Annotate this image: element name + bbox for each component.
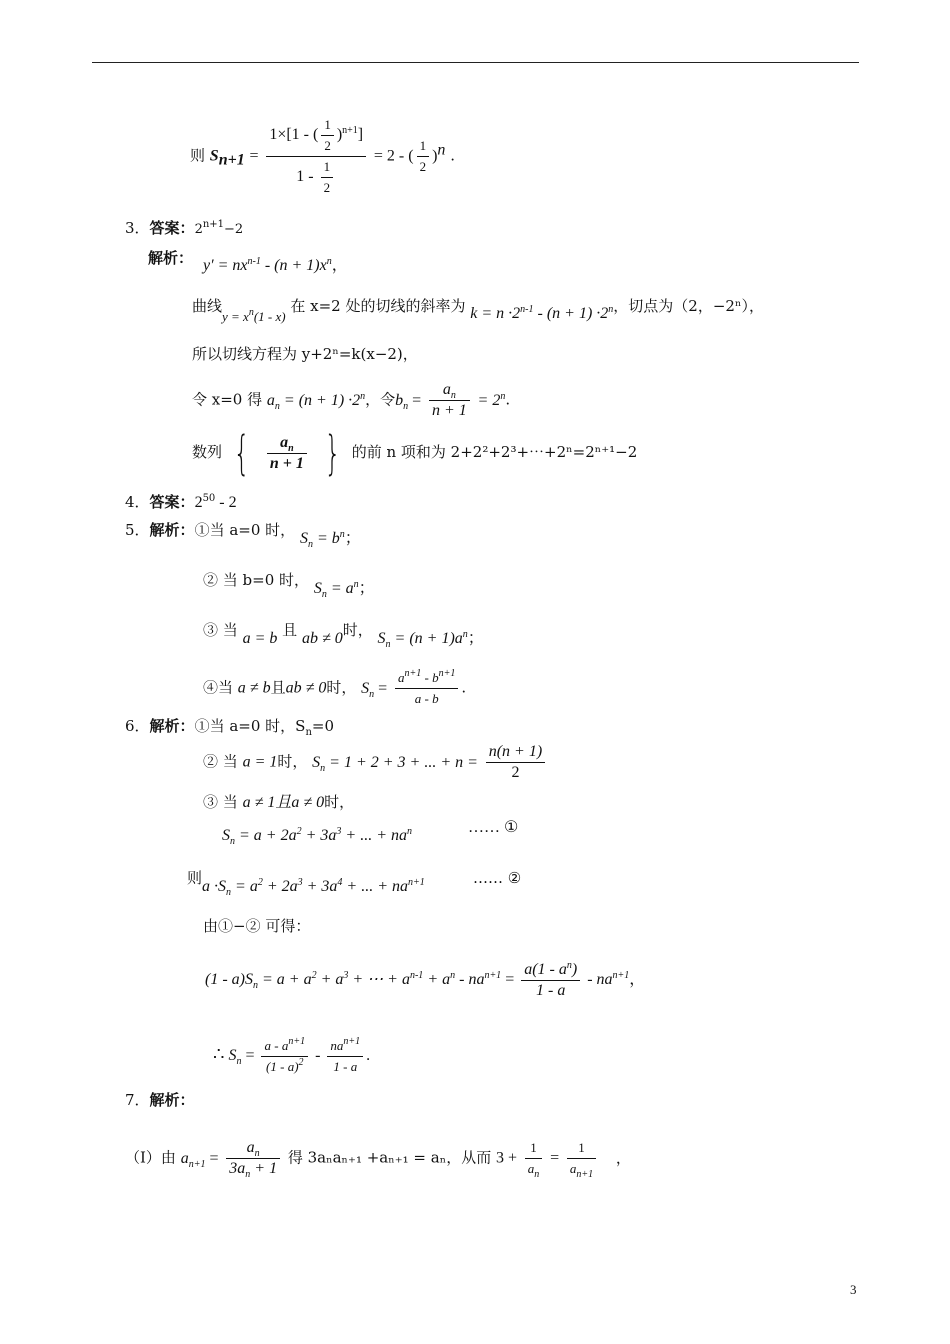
q5-analysis-label: 解析： — [149, 521, 195, 539]
q6-analysis-label: 解析： — [149, 717, 195, 735]
q3-answer-line — [125, 218, 243, 240]
q6-diff-text: 由①−② 可得： — [203, 917, 311, 935]
q3-k-sup2: n — [608, 304, 614, 315]
q6-c1-sub: n — [305, 727, 312, 738]
q7-num-sub: n — [254, 1148, 260, 1159]
q7-den: 3a — [229, 1160, 246, 1177]
q2-sum-formula: 则 $S_{n+1}$ = 1×[1 - ( $\frac{1}{2}$ )$^{n+1}$] 1 - $\frac{1}{2}$ = 2 - ( $\frac{1}{2}$ )$^n$ . — [190, 115, 455, 198]
q2-half-den: 2 — [324, 138, 331, 153]
q6-eq4-fraction2 — [327, 1036, 363, 1077]
q6-eq1-m1: + 3a — [301, 827, 337, 844]
q5-c1-text: ①当 a=0 时， — [194, 521, 296, 539]
q7-num: a — [246, 1139, 255, 1156]
right-brace-icon: } — [324, 426, 341, 480]
q3-seq-post: 的前 n 项和为 2+2²+2³+⋯+2ⁿ=2ⁿ⁺¹−2 — [351, 443, 638, 461]
q3-answer-tail: −2 — [224, 222, 244, 237]
q6-c2-fraction — [486, 742, 545, 783]
q5-c1-S: S — [299, 530, 308, 547]
q7-analysis-label: 解析： — [149, 1091, 195, 1109]
q3-an: a — [266, 391, 275, 409]
q3-seq-den: n + 1 — [269, 454, 304, 472]
q3-curve-pre: 曲线 — [192, 297, 223, 315]
q3-curve-eq-tail: (1 - x) — [253, 309, 286, 324]
q5-c4-text: ④当 — [203, 678, 234, 697]
q2-num-pow: n+1 — [342, 125, 358, 137]
q3-deriv: y′ = nx — [203, 257, 248, 274]
q3-bn-num-sub: n — [450, 390, 456, 401]
q6-eq1-s1: 2 — [296, 826, 302, 837]
q5-c4-fraction — [395, 668, 458, 709]
q2-frac-den — [266, 157, 366, 198]
q6-eq4-end: . — [366, 1047, 371, 1065]
q2-den-pre: 1 - — [296, 168, 318, 186]
q3-k-eq: k = n ·2 — [470, 305, 521, 322]
q7-part1 — [125, 1138, 631, 1179]
q6-case3 — [203, 792, 354, 813]
q3-analysis-line — [148, 248, 193, 268]
q7-fraction2 — [525, 1138, 543, 1179]
q5-c4-num: a — [397, 670, 405, 685]
q7-label: 7． — [125, 1091, 150, 1109]
q3-curve-sup: n — [248, 307, 254, 318]
q2-half-inner — [321, 115, 334, 156]
q2-half-num: 1 — [321, 115, 334, 136]
q6-eq4-num-sup: n+1 — [288, 1036, 306, 1047]
q6-eq3-m4: - na — [455, 971, 485, 989]
q6-c2-num: n(n + 1) — [486, 742, 545, 763]
q3-seq-pre: 数列 — [192, 443, 223, 461]
q6-c2-den: 2 — [511, 764, 520, 781]
therefore-icon: ∴ — [213, 1044, 225, 1065]
q2-fraction — [266, 115, 366, 198]
q5-c4-num-sup2: n+1 — [438, 668, 456, 679]
q7-three: 3 + — [495, 1149, 518, 1167]
q6-eq4-num2: na — [330, 1038, 344, 1053]
q6-eq3-fraction — [521, 960, 580, 1001]
q6-c1-text: ①当 a=0 时，S — [194, 717, 306, 735]
q2-rhs-half — [417, 136, 430, 177]
q7-a-sub: n+1 — [188, 1158, 206, 1170]
q2-S: S — [209, 147, 219, 165]
q3-bn-num: a — [442, 381, 451, 398]
q6-eq2: 则$a \cdot S_n = a^2 + 2a^3 + 3a^4$ + ... + $na^{n+1}$ …… ② — [187, 869, 522, 898]
q4-answer-sup: 50 — [202, 493, 216, 504]
q4-answer-label: 答案： — [149, 493, 195, 511]
q6-eq2-s3: 4 — [337, 877, 343, 888]
q6-eq2-s1: 2 — [257, 877, 263, 888]
q5-c4-cond2: ab ≠ 0 — [285, 679, 327, 697]
q2-num-close: ] — [357, 126, 364, 144]
q6-eq2-m2: + 3a — [302, 878, 338, 895]
q2-end: . — [450, 146, 455, 165]
q5-c4-num-mid: - b — [421, 670, 439, 685]
q5-case2: ② 当 b=0 时， $S_n = a^n$； — [203, 571, 375, 600]
q6-eq3-m2: + ⋯ + a — [348, 971, 410, 989]
q6-eq2-rhs: = a — [231, 878, 258, 895]
q5-c1-end: ； — [344, 530, 361, 547]
q6-eq4: ∴ $S_n$ = $\frac{a - a^{n+1}}{(1 - a)^2}$ - $\frac{na^{n+1}}{1 - a}$ . — [213, 1036, 370, 1077]
q5-c4-cond1: a ≠ b — [237, 679, 271, 697]
q2-frac-num: 1×[1 - ( $\frac{1}{2}$ )$^{n+1}$] — [266, 115, 366, 157]
q6-case2: ② 当 a = 1时， $S_n = 1 + 2 + 3$ + ... + n = $\frac{n(n + 1)}{2}$ — [203, 742, 548, 783]
q6-eq3-s1: 2 — [311, 970, 317, 982]
q5-c3-eq: = (n + 1)a — [390, 630, 463, 647]
q3-seq-line — [192, 426, 638, 480]
q7-den-tail: + 1 — [250, 1160, 278, 1177]
q6-c2-when: 时， — [277, 752, 308, 771]
q6-c3-text: ③ 当 — [203, 793, 238, 811]
q7-a: a — [180, 1149, 189, 1167]
q3-answer: 2 — [194, 222, 203, 237]
q5-c1-sup: n — [339, 529, 345, 540]
q4-label: 4． — [125, 493, 150, 511]
q3-deriv-end: ， — [331, 257, 348, 274]
q6-c2-cond: a = 1 — [242, 753, 278, 771]
q6-eq1: $S_n = a + 2a^2 + 3a^3$ + ... + $na^n$ …… ① — [222, 819, 519, 847]
q3-bn-fraction — [429, 380, 470, 421]
q2-rhs: = 2 - ( — [373, 147, 414, 165]
q7-fraction3 — [567, 1138, 596, 1179]
q6-eq2-s2: 3 — [297, 877, 303, 888]
q6-eq2-m1: + 2a — [262, 878, 298, 895]
q3-curve-eq-text: y = x — [222, 309, 249, 324]
q5-c1-eq: = b — [312, 530, 340, 547]
q5-c3-cond2: ab ≠ 0 — [301, 630, 343, 647]
q6-eq4-S: S — [228, 1047, 237, 1065]
q6-eq3-m3: + a — [423, 971, 451, 989]
q6-eq4-den-sup: 2 — [298, 1057, 304, 1068]
q3-bn-den: n + 1 — [431, 402, 467, 419]
q2-rhs-half-num: 1 — [417, 136, 430, 157]
q5-c4-num-sup1: n+1 — [404, 668, 422, 679]
q6-eq3-s3: n-1 — [409, 970, 424, 982]
q3-bn-sup: n — [500, 390, 506, 402]
q2-rhs-half-den: 2 — [419, 159, 427, 174]
q7-header — [125, 1090, 195, 1110]
q6-eq1-m2: + ... + na — [341, 827, 407, 844]
q3-tangent-point: ，切点为（2，−2ⁿ）， — [613, 297, 764, 315]
q2-S-sub: n+1 — [218, 151, 245, 169]
q6-eq3-rhs: = a + a — [257, 971, 312, 989]
q6-c3-cond: a ≠ 1且a ≠ 0 — [242, 794, 325, 811]
q6-eq3-lhs: (1 - a)S — [205, 971, 253, 989]
q2-den-half — [321, 157, 334, 198]
q2-rhs-pow: n — [437, 141, 446, 159]
q3-let-mid: ，令 — [365, 390, 396, 409]
q5-c4-and: 且 — [270, 678, 286, 697]
q3-seq-fraction — [267, 433, 307, 474]
q3-bn-eq: = — [412, 391, 422, 409]
q7-f1-num: 1 — [525, 1138, 543, 1159]
q6-eq2-lhs: a ·S — [202, 878, 227, 895]
q5-case4: ④当 a ≠ b且ab ≠ 0时， $S_n$ = $\frac{a^{n+1} - b^{n+1}}{a - b}$ . — [203, 668, 466, 709]
q5-c4-when: 时， — [326, 678, 357, 697]
q5-c3-text: ③ 当 — [203, 621, 238, 639]
q7-eq2: = — [550, 1149, 560, 1167]
q5-c4-eq: = — [378, 679, 388, 697]
q3-an-sub: n — [274, 400, 280, 412]
q4-answer-line — [125, 492, 237, 513]
q6-eq4-num2-sup: n+1 — [343, 1036, 361, 1047]
q6-eq3-den: 1 - a — [536, 982, 566, 999]
q5-c3-sup: n — [462, 629, 468, 640]
q3-derivative — [203, 256, 348, 276]
q6-eq3-end: ， — [629, 971, 646, 989]
q7-den-sub: n — [245, 1169, 251, 1180]
q6-eq3-s5: n+1 — [484, 970, 502, 982]
q3-curve-eq — [222, 309, 286, 324]
q5-c3-and: 且 — [282, 621, 298, 639]
q6-eq1-rhs: = a + 2a — [235, 827, 297, 844]
q5-c2-sup: n — [353, 579, 359, 590]
q3-an-sup: n — [360, 390, 366, 402]
q6-c2-S: S — [312, 753, 321, 771]
q3-let-line — [192, 380, 510, 421]
q6-diff — [203, 916, 310, 936]
q5-label: 5． — [125, 521, 150, 539]
q7-f1-den: a — [527, 1161, 535, 1176]
q5-c2-S: S — [313, 580, 322, 597]
q2-eq1: = — [249, 147, 259, 165]
q4-answer-tail: - 2 — [215, 494, 237, 511]
q7-end: ， — [615, 1148, 631, 1167]
q3-bn-sub: n — [403, 400, 409, 412]
q3-answer-sup: n+1 — [202, 219, 225, 230]
q7-de: 得 3aₙaₙ₊₁ +aₙ₊₁ = aₙ，从而 — [287, 1148, 492, 1167]
q2-den-half-num: 1 — [321, 157, 334, 178]
q6-c2-eq: = 1 + 2 + 3 + ... + n = — [325, 753, 478, 771]
q6-eq2-tag: …… ② — [473, 869, 522, 887]
q6-case1 — [125, 716, 334, 736]
q3-let-pre: 令 x=0 得 — [192, 390, 263, 409]
header-rule — [92, 62, 859, 63]
q7-f2-den-sub: n+1 — [576, 1169, 594, 1180]
q3-seq-num-sub: n — [288, 442, 294, 454]
q3-curve-line — [192, 296, 764, 324]
q6-eq3-eq: = — [501, 971, 515, 989]
q6-eq3-num-close: ) — [571, 961, 578, 978]
q3-bn-end: . — [505, 390, 511, 409]
q3-deriv-sup2: n — [326, 256, 332, 267]
q6-c2-text: ② 当 — [203, 752, 238, 771]
q3-bn-rhs: = 2 — [477, 391, 501, 409]
q3-line-eq — [192, 344, 418, 364]
q3-seq-num: a — [280, 433, 289, 451]
q3-deriv-mid: - (n + 1)x — [260, 257, 327, 274]
q6-eq3: $(1 - a)S_n = a + a^2 + a^3$ + ⋯ + $a^{n-1} + a^n - na^{n+1}$ = $\frac{a(1 - a^n)}{1 - a}$ - $na^{n+1}$， — [205, 960, 646, 999]
q6-eq4-minus: - — [311, 1047, 325, 1065]
q3-an-rhs: = (n + 1) ·2 — [279, 391, 361, 409]
q6-eq1-s2: 3 — [336, 826, 342, 837]
q6-eq4-fraction1 — [261, 1036, 308, 1077]
q7-f2-den: a — [569, 1161, 577, 1176]
q5-c3-when: 时， — [342, 621, 373, 639]
left-brace-icon: { — [233, 426, 250, 480]
q3-answer-label: 答案： — [149, 219, 195, 237]
q2-ze: 则 — [190, 146, 206, 165]
q5-c2-eq: = a — [326, 580, 354, 597]
q6-c1-tail: =0 — [311, 717, 335, 735]
q3-k-mid: - (n + 1) ·2 — [533, 305, 609, 322]
q6-eq1-s3: n — [406, 826, 412, 837]
q6-c3-when: 时， — [324, 793, 355, 811]
q6-eq4-den: (1 - a) — [266, 1059, 299, 1074]
q3-line-eq-text: 所以切线方程为 y+2ⁿ=k(x−2)， — [192, 345, 418, 363]
q5-c3-cond1: a = b — [242, 630, 278, 647]
q3-k-sup1: n-1 — [520, 304, 534, 315]
q3-bn: b — [395, 391, 404, 409]
q6-eq4-eq: = — [245, 1047, 255, 1065]
q6-eq2-m3: + ... + na — [342, 878, 408, 895]
q6-eq2-s4: n+1 — [408, 877, 425, 888]
q7-fraction — [226, 1138, 280, 1179]
q6-eq3-s2: 3 — [343, 970, 349, 982]
q6-eq3-tail: - na — [583, 971, 613, 989]
q3-deriv-sup1: n-1 — [247, 256, 261, 267]
q5-case1: 5．解析：①当 a=0 时， $S_n = b^n$； — [125, 521, 361, 550]
q7-f2-num: 1 — [567, 1138, 596, 1159]
q3-curve-mid: 在 x=2 处的切线的斜率为 — [290, 297, 466, 315]
q5-c3-S: S — [377, 630, 386, 647]
q6-eq4-den2: 1 - a — [333, 1059, 358, 1074]
q6-eq1-tag: …… ① — [468, 819, 519, 836]
q4-answer: 2 — [194, 494, 203, 511]
q5-case3: ③ 当 a = b 且 ab ≠ 0时， $S_n = (n + 1)a^n$； — [203, 621, 484, 650]
q2-den-half-den: 2 — [323, 180, 331, 195]
q6-eq3-num-sup: n — [566, 960, 572, 971]
q7-part1-text: （Ⅰ）由 — [125, 1148, 176, 1167]
q7-f1-den-sub: n — [534, 1169, 540, 1180]
q5-c2-text: ② 当 b=0 时， — [203, 571, 310, 589]
q5-c2-end: ； — [358, 580, 375, 597]
q6-eq4-num: a - a — [264, 1038, 289, 1053]
q3-slope — [470, 305, 613, 322]
q7-eq: = — [209, 1149, 219, 1167]
q3-analysis-label: 解析： — [148, 249, 194, 267]
q6-eq1-S: S — [222, 827, 230, 844]
q5-c4-den: a - b — [414, 691, 439, 706]
q6-eq3-tail-sup: n+1 — [612, 970, 630, 982]
q5-c3-end: ； — [467, 630, 484, 647]
page-number: 3 — [850, 1282, 857, 1297]
q6-eq3-m1: + a — [316, 971, 344, 989]
q5-c4-S: S — [361, 679, 370, 697]
q2-num-pre: 1×[1 - ( — [269, 126, 319, 144]
q6-label: 6． — [125, 717, 150, 735]
q6-eq3-s4: n — [450, 970, 456, 982]
q3-label: 3． — [125, 219, 150, 237]
q5-c4-end: . — [461, 678, 467, 697]
q6-eq3-num: a(1 - a — [524, 961, 567, 978]
q6-eq2-ze: 则 — [187, 869, 203, 887]
